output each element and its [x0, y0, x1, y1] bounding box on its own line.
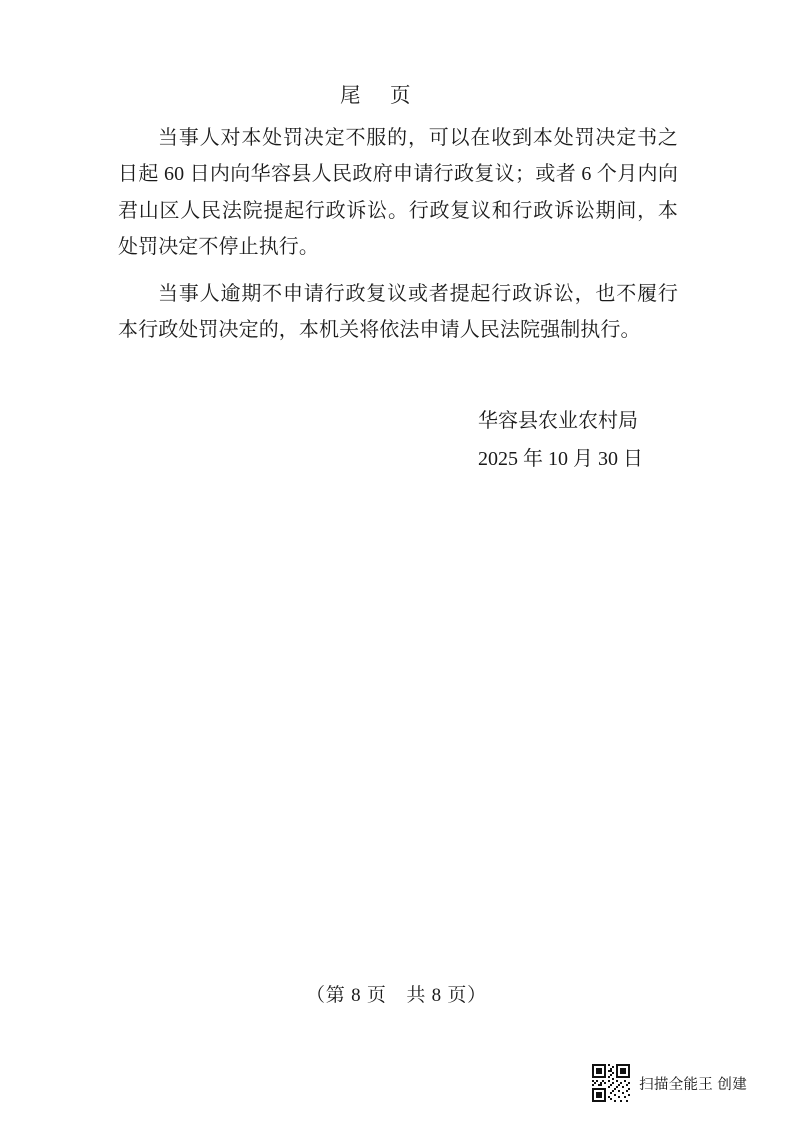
page-number-footer: （第 8 页 共 8 页）	[306, 985, 487, 1006]
page-title: 尾 页	[340, 85, 416, 107]
signature-date: 2025 年 10 月 30 日	[478, 448, 643, 471]
watermark	[592, 1064, 747, 1102]
paragraph-enforcement: 当事人逾期不申请行政复议或者提起行政诉讼，也不履行本行政处罚决定的，本机关将依法申请人民法院强制执行。	[118, 282, 678, 341]
qr-code-icon	[592, 1064, 630, 1102]
paragraph-appeal-rights: 当事人对本处罚决定不服的，可以在收到本处罚决定书之日起 60 日内向华容县人民政府申请行政复议；或者 6 个月内向君山区人民法院提起行政诉讼。行政复议和行政诉讼期间，本处罚决定不停止执行。	[118, 127, 678, 259]
signature-issuer: 华容县农业农村局	[478, 410, 638, 433]
document-body	[118, 78, 678, 478]
watermark-label: 扫描全能王 创建	[639, 1076, 747, 1093]
signature-block	[118, 402, 678, 478]
